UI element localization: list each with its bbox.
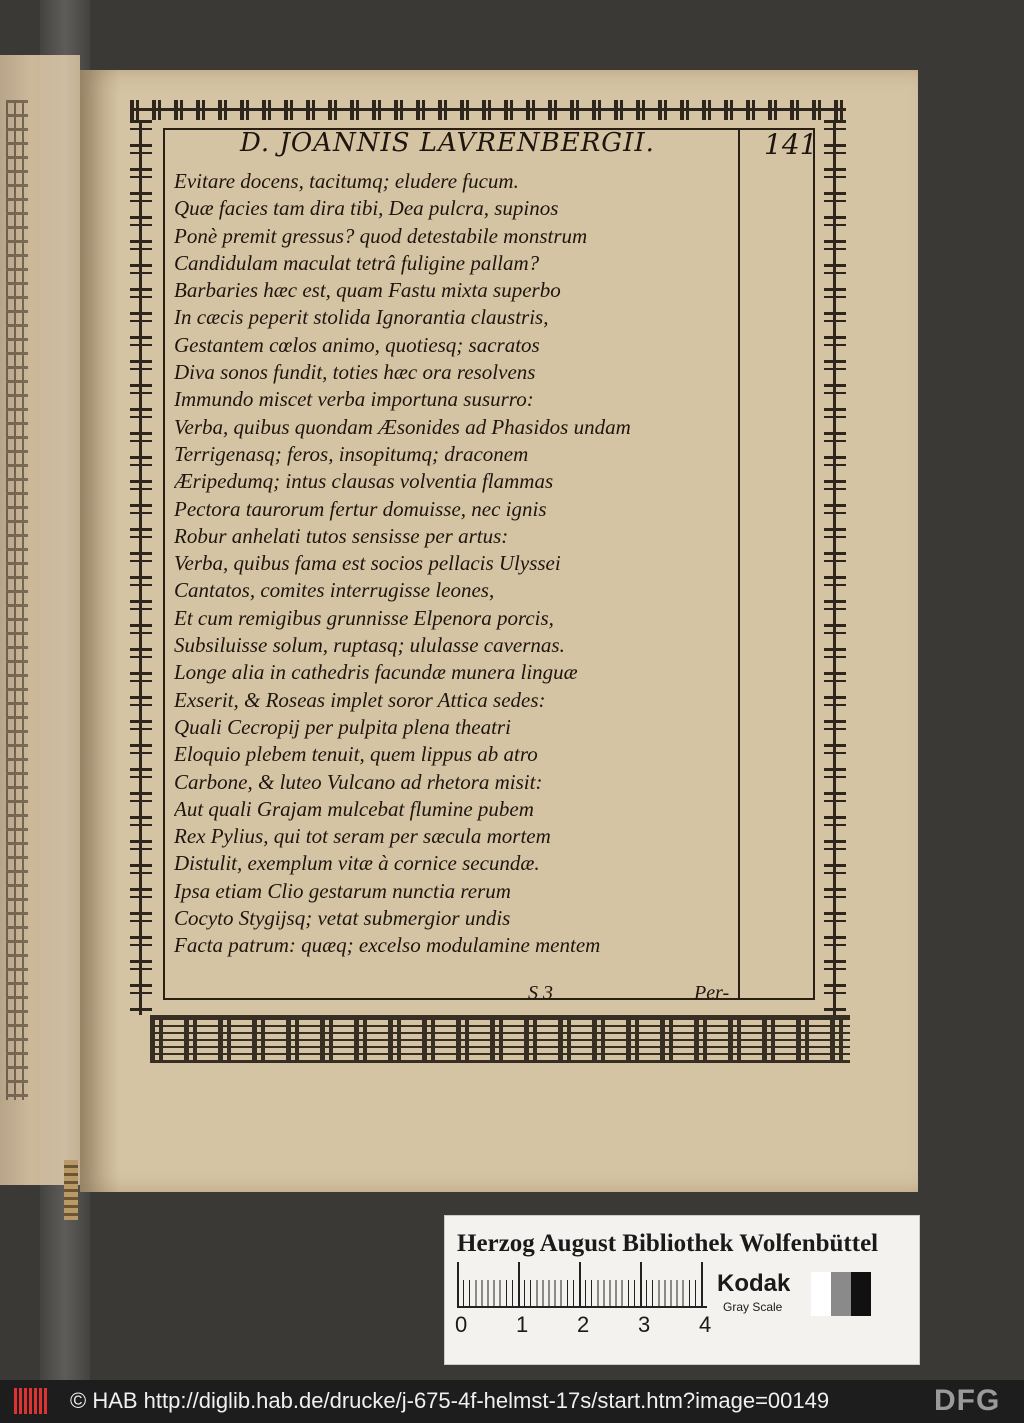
verse-text <box>174 168 734 960</box>
ruler-number: 1 <box>516 1312 529 1337</box>
binding-thread <box>64 1160 78 1220</box>
page-number: 141 <box>764 128 818 161</box>
verse-line: Carbone, & luteo Vulcano ad rhetora misit: <box>174 769 543 794</box>
footer-bar <box>0 1380 1024 1423</box>
ornament-border-bottom <box>150 1015 850 1063</box>
gray-scale-caption: Gray Scale <box>723 1300 783 1314</box>
footer-copyright-url[interactable]: © HAB http://diglib.hab.de/drucke/j-675-4f-helmst-17s/start.htm?image=00149 <box>70 1388 830 1413</box>
barcode-icon <box>14 1388 48 1414</box>
ruler-number: 3 <box>638 1312 651 1337</box>
scale-ruler-major-ticks <box>457 1262 707 1308</box>
verse-line: Verba, quibus quondam Æsonides ad Phasidos undam <box>174 414 631 439</box>
verse-line: Cocyto Stygijsq; vetat submergior undis <box>174 906 511 931</box>
scale-ruler-numbers <box>449 1312 729 1344</box>
margin-column-rule <box>738 128 740 1000</box>
verse-line: Barbaries hæc est, quam Fastu mixta superbo <box>174 278 561 303</box>
ornament-border-left <box>130 120 152 1015</box>
facing-page-ornament <box>6 100 28 1100</box>
verse-line: Ponè premit gressus? quod detestabile monstrum <box>174 223 588 248</box>
verse-line: Rex Pylius, qui tot seram per sæcula mortem <box>174 824 551 849</box>
running-head: D. JOANNIS LAVRENBERGII. <box>240 128 655 158</box>
ruler-number: 2 <box>577 1312 590 1337</box>
verse-line: Candidulam maculat tetrâ fuligine pallam? <box>174 250 540 275</box>
swatch-black <box>851 1272 871 1316</box>
library-label-card <box>444 1215 920 1365</box>
verse-line: Aut quali Grajam mulcebat flumine pubem <box>174 796 534 821</box>
verse-line: Exserit, & Roseas implet soror Attica sedes: <box>174 687 546 712</box>
ruler-number: 0 <box>455 1312 468 1337</box>
verse-line: Et cum remigibus grunnisse Elpenora porcis, <box>174 605 554 630</box>
verse-line: Quali Cecropij per pulpita plena theatri <box>174 714 511 739</box>
page-gutter-shadow <box>80 70 120 1192</box>
verse-line: In cæcis peperit stolida Ignorantia claustris, <box>174 305 549 330</box>
swatch-gray <box>831 1272 851 1316</box>
verse-line: Distulit, exemplum vitæ à cornice secundæ. <box>174 851 540 876</box>
verse-line: Longe alia in cathedris facundæ munera linguæ <box>174 660 578 685</box>
verse-line: Facta patrum: quæq; excelso modulamine mentem <box>174 933 601 958</box>
verse-line: Ipsa etiam Clio gestarum nunctia rerum <box>174 878 511 903</box>
verse-line: Quæ facies tam dira tibi, Dea pulcra, supinos <box>174 196 559 221</box>
verse-line: Verba, quibus fama est socios pellacis Ulyssei <box>174 551 561 576</box>
verse-line: Diva sonos fundit, toties hæc ora resolvens <box>174 360 536 385</box>
verse-line: Pectora taurorum fertur domuisse, nec ignis <box>174 496 547 521</box>
verse-line: Robur anhelati tutos sensisse per artus: <box>174 523 509 548</box>
verse-line: Cantatos, comites interrugisse leones, <box>174 578 495 603</box>
kodak-logo: Kodak <box>717 1270 791 1297</box>
swatch-white <box>811 1272 831 1316</box>
gray-scale-swatches <box>811 1272 871 1316</box>
verse-line: Eloquio plebem tenuit, quem lippus ab atro <box>174 742 538 767</box>
verse-line: Æripedumq; intus clausas volventia flammas <box>174 469 554 494</box>
ornament-border-top <box>130 100 846 120</box>
verse-line: Gestantem cœlos animo, quotiesq; sacratos <box>174 332 540 357</box>
library-name: Herzog August Bibliothek Wolfenbüttel <box>457 1230 879 1257</box>
catchword: Per- <box>694 982 730 1004</box>
ornament-border-right <box>824 120 846 1015</box>
verse-line: Terrigenasq; feros, insopitumq; draconem <box>174 441 529 466</box>
dfg-logo: DFG <box>934 1384 1001 1417</box>
signature-mark: S 3 <box>528 982 553 1004</box>
verse-line: Evitare docens, tacitumq; eludere fucum. <box>174 169 519 193</box>
verse-line: Immundo miscet verba importuna susurro: <box>174 387 534 412</box>
verse-line: Subsiluisse solum, ruptasq; ululasse cavernas. <box>174 633 565 658</box>
ruler-number: 4 <box>699 1312 712 1337</box>
